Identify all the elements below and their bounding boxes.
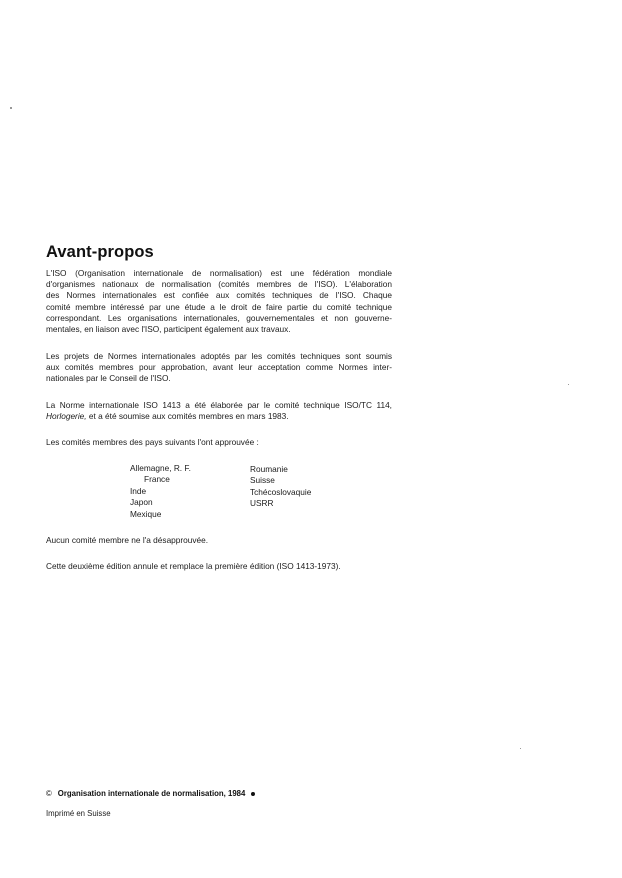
copyright-line <box>46 789 255 798</box>
paragraph-approval <box>46 351 392 385</box>
country-item: Japon <box>130 497 153 508</box>
text-line: nationales par le Conseil de l'ISO. <box>46 373 171 384</box>
paragraph-iso-intro <box>46 268 392 335</box>
text-line: des Normes internationales est confiée aux comités techniques de l'ISO. Chaque <box>46 290 392 301</box>
paragraph-approving-members <box>46 437 392 448</box>
text-line: comité membre intéressé par une étude a le droit de faire partie du comité technique <box>46 301 392 312</box>
text-line: aux comités membres pour approbation, avant leur acceptation comme Normes inter- <box>46 362 392 373</box>
country-column-right <box>250 464 311 510</box>
country-item: Suisse <box>250 475 275 486</box>
bullet-icon <box>251 792 255 796</box>
copyright-icon: © <box>46 789 52 798</box>
text-line: d'organismes nationaux de normalisation (comités membres de l'ISO). L'élaboration <box>46 279 392 290</box>
country-item: Roumanie <box>250 464 288 474</box>
country-item: Inde <box>130 485 147 496</box>
paragraph-standard-info <box>46 400 392 422</box>
country-item: USRR <box>250 498 274 509</box>
scan-speck <box>520 748 521 749</box>
country-item: France <box>144 474 170 485</box>
text-fragment: et a été soumise aux comités membres en mars 1983. <box>86 411 289 422</box>
paragraph-disapproval <box>46 535 392 546</box>
text-line: Les comités membres des pays suivants l'ont approuvée : <box>46 437 259 447</box>
printed-in: Imprimé en Suisse <box>46 809 111 818</box>
scan-speck <box>10 107 12 109</box>
country-item: Tchécoslovaquie <box>250 486 312 497</box>
text-line: Cette deuxième édition annule et remplace la première édition (ISO 1413-1973). <box>46 561 341 571</box>
text-line: Aucun comité membre ne l'a désapprouvée. <box>46 535 209 545</box>
text-line <box>46 411 392 422</box>
country-item: Allemagne, R. F. <box>130 463 191 473</box>
text-line: L'ISO (Organisation internationale de normalisation) est une fédération mondiale <box>46 268 392 278</box>
text-line: correspondant. Les organisations internationales, gouvernementales et non gouverne- <box>46 312 392 323</box>
text-line: La Norme internationale ISO 1413 a été élaborée par le comité technique ISO/TC 114, <box>46 400 392 410</box>
text-line: mentales, en liaison avec l'ISO, participent également aux travaux. <box>46 324 291 335</box>
paragraph-edition <box>46 561 392 572</box>
copyright-text: Organisation internationale de normalisation, 1984 <box>57 789 246 798</box>
country-item: Mexique <box>130 508 162 519</box>
scan-speck <box>568 384 569 385</box>
committee-name: Horlogerie, <box>46 411 87 422</box>
country-column-left <box>130 463 191 520</box>
page-title: Avant-propos <box>46 243 154 261</box>
text-line: Les projets de Normes internationales adoptés par les comités techniques sont soumis <box>46 351 392 361</box>
